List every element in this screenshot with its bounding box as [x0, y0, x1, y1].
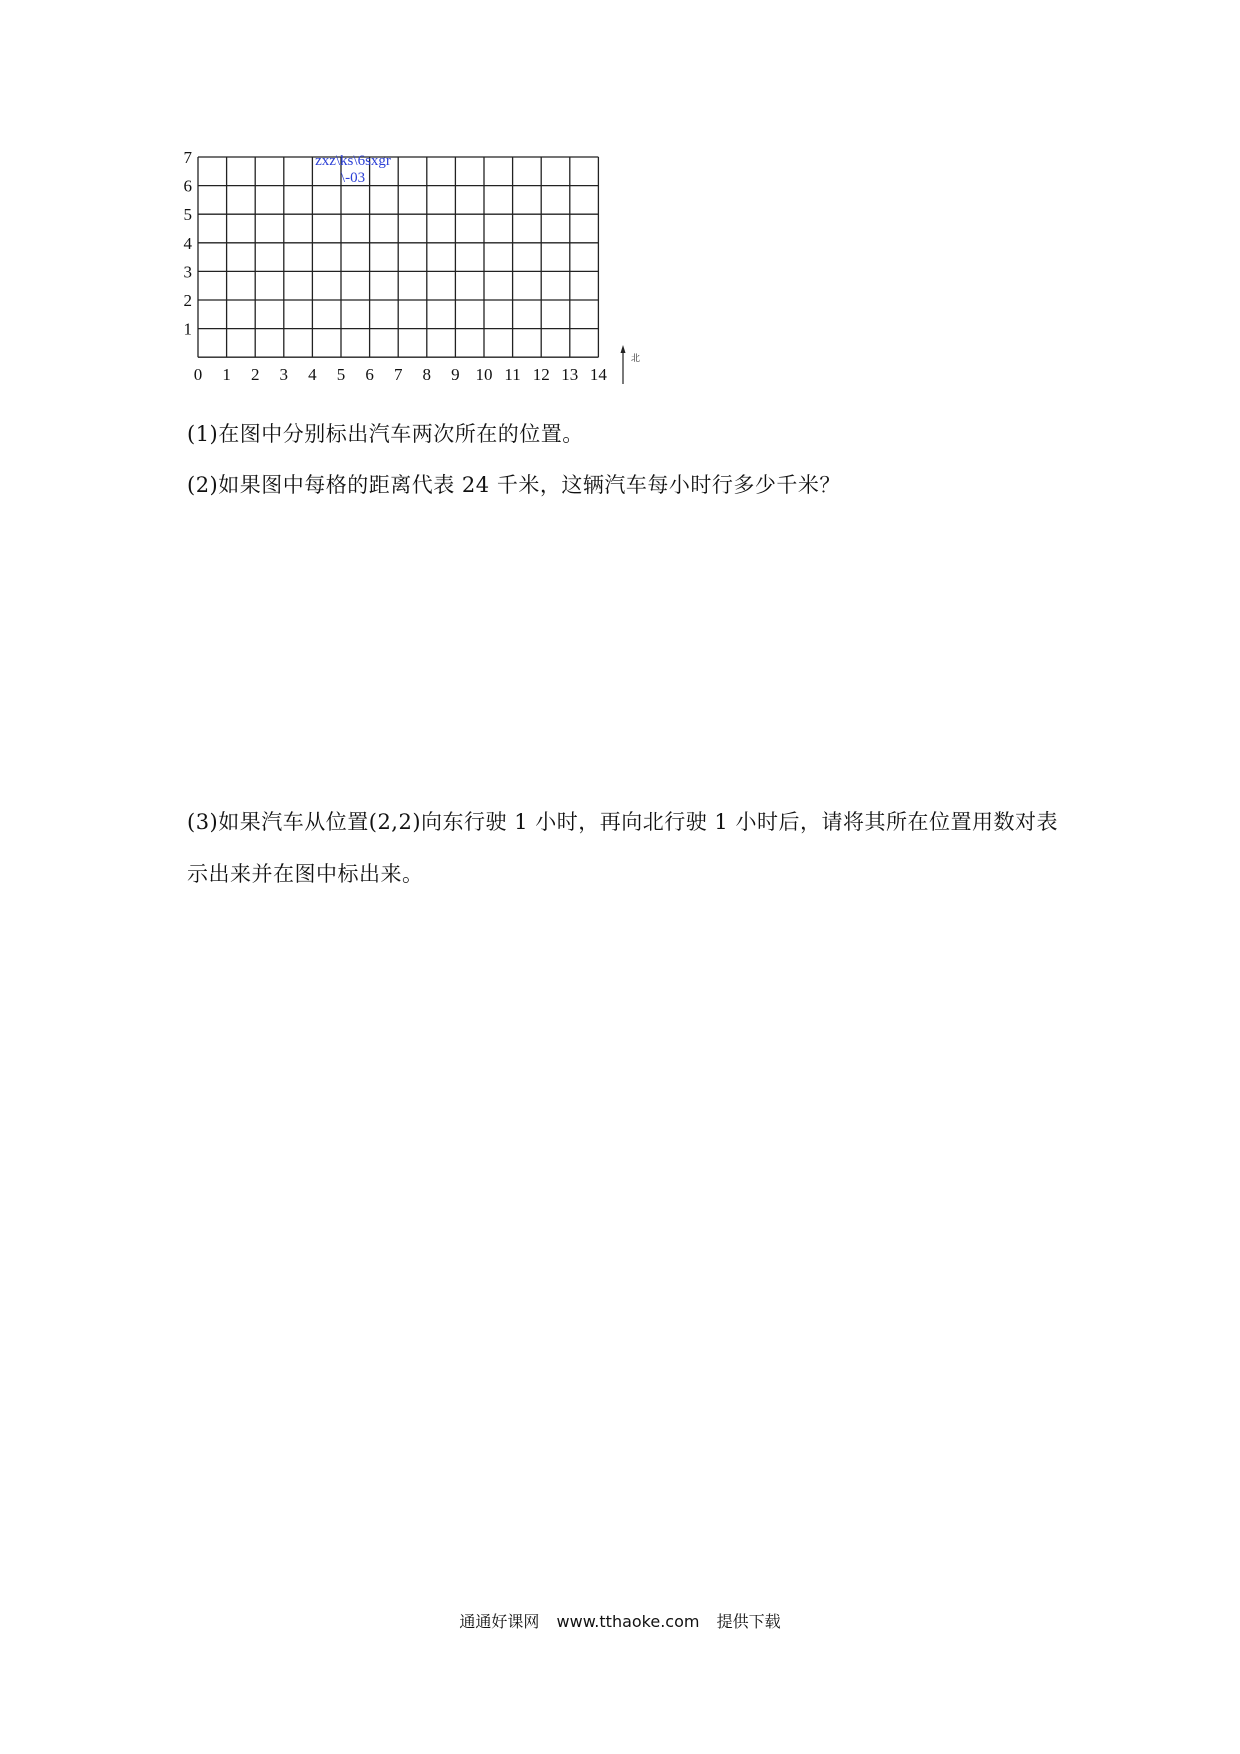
- coordinate-grid: [180, 145, 640, 415]
- question-3-line-1: (3)如果汽车从位置(2,2)向东行驶 1 小时，再向北行驶 1 小时后，请将其所在位置用数对表: [187, 810, 1058, 834]
- y-axis-labels: [184, 148, 193, 339]
- x-tick-label: 6: [365, 365, 374, 385]
- x-tick-label: 8: [422, 365, 432, 385]
- x-tick-label: 11: [504, 365, 521, 385]
- y-tick-label: 5: [183, 205, 192, 225]
- north-arrow-icon: [621, 345, 641, 384]
- x-tick-label: 10: [475, 365, 493, 385]
- x-tick-label: 5: [336, 365, 346, 385]
- y-tick-label: 4: [183, 233, 192, 253]
- question-1: (1)在图中分别标出汽车两次所在的位置。: [187, 422, 584, 446]
- y-tick-label: 7: [183, 148, 192, 167]
- watermark-line-2: \-03: [340, 170, 366, 186]
- x-tick-label: 9: [451, 365, 460, 385]
- footer-suffix: 提供下载: [716, 1612, 781, 1631]
- x-tick-label: 4: [308, 365, 317, 385]
- x-tick-label: 7: [393, 365, 403, 385]
- x-tick-label: 2: [250, 365, 260, 385]
- x-tick-label: 12: [532, 365, 550, 385]
- x-axis-labels: [194, 365, 608, 384]
- y-tick-label: 3: [183, 262, 192, 282]
- north-label: 北: [631, 354, 641, 364]
- y-tick-label: 1: [183, 319, 192, 339]
- x-tick-label: 1: [222, 365, 231, 385]
- x-tick-label: 14: [589, 365, 607, 385]
- y-tick-label: 6: [183, 176, 192, 196]
- x-tick-label: 3: [279, 365, 289, 385]
- watermark-line-1: zxz\ks\6sxgr: [315, 153, 391, 169]
- x-tick-label: 0: [193, 365, 203, 385]
- grid-lines: [198, 157, 598, 357]
- x-tick-label: 13: [561, 365, 579, 385]
- question-3-line-2: 示出来并在图中标出来。: [187, 862, 424, 886]
- page-footer: [0, 1609, 1240, 1632]
- footer-url[interactable]: www.tthaoke.com: [556, 1612, 700, 1631]
- question-2: (2)如果图中每格的距离代表 24 千米，这辆汽车每小时行多少千米？: [187, 473, 841, 497]
- footer-site-name: 通通好课网: [459, 1612, 540, 1631]
- y-tick-label: 2: [183, 291, 192, 310]
